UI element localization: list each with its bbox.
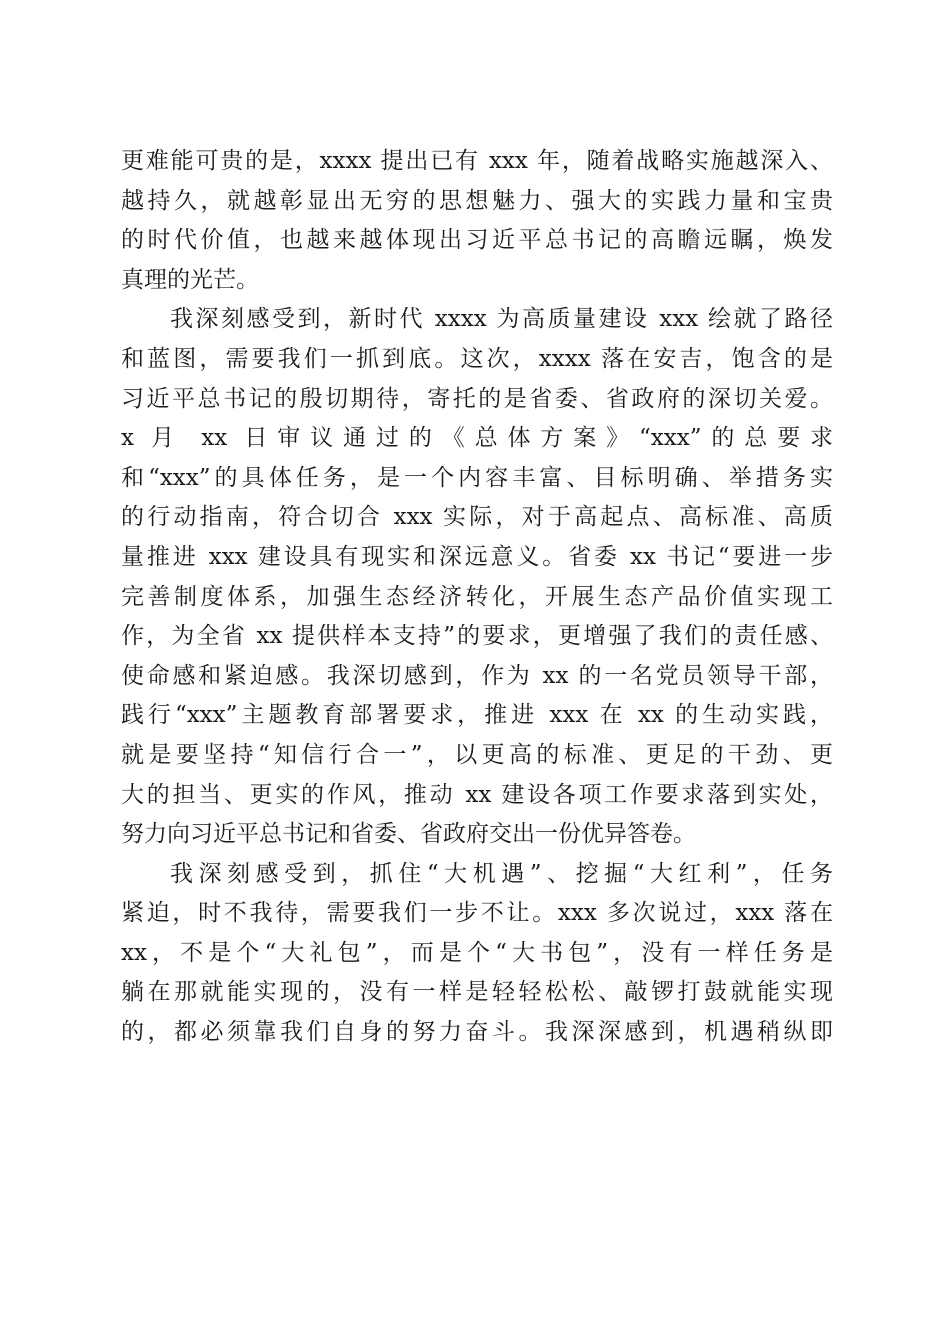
text-line: 完善制度体系，加强生态经济转化，开展生态产品价值实现工 bbox=[121, 583, 833, 610]
text-line: 更难能可贵的是，xxxx 提出已有 xxx 年，随着战略实施越深入、 bbox=[121, 148, 833, 174]
text-line: 我深刻感受到，抓住“大机遇”、挖掘“大红利”，任务 bbox=[170, 860, 833, 887]
text-line: 使命感和紧迫感。我深切感到，作为 xx 的一名党员领导干部， bbox=[121, 662, 833, 689]
text-line: 和“xxx”的具体任务，是一个内容丰富、目标明确、举措务实 bbox=[121, 464, 833, 491]
document-body bbox=[121, 142, 833, 1053]
text-line: 量推进 xxx 建设具有现实和深远意义。省委 xx 书记“要进一步 bbox=[121, 543, 833, 570]
text-line: 我深刻感受到，新时代 xxxx 为高质量建设 xxx 绘就了路径 bbox=[170, 306, 833, 333]
text-line: 越持久，就越彰显出无穷的思想魅力、强大的实践力量和宝贵 bbox=[121, 187, 833, 214]
text-line: 践行“xxx”主题教育部署要求，推进 xxx 在 xx 的生动实践， bbox=[121, 702, 833, 729]
text-line: xx，不是个“大礼包”，而是个“大书包”，没有一样任务是 bbox=[121, 939, 833, 966]
text-line: 真理的光芒。 bbox=[121, 266, 259, 293]
text-line: x 月 xx 日审议通过的《总体方案》“xxx”的总要求 bbox=[121, 425, 833, 452]
text-line: 躺在那就能实现的，没有一样是轻轻松松、敲锣打鼓就能实现 bbox=[121, 979, 833, 1006]
paragraph-3 bbox=[121, 855, 833, 1053]
text-line: 的，都必须靠我们自身的努力奋斗。我深深感到，机遇稍纵即 bbox=[121, 1019, 833, 1046]
text-line: 紧迫，时不我待，需要我们一步不让。xxx 多次说过，xxx 落在 bbox=[121, 900, 833, 927]
text-line: 的时代价值，也越来越体现出习近平总书记的高瞻远瞩，焕发 bbox=[121, 227, 833, 254]
text-line: 就是要坚持“知信行合一”，以更高的标准、更足的干劲、更 bbox=[121, 741, 833, 768]
text-line: 努力向习近平总书记和省委、省政府交出一份优异答卷。 bbox=[121, 821, 696, 848]
text-line: 习近平总书记的殷切期待，寄托的是省委、省政府的深切关爱。 bbox=[121, 385, 833, 412]
paragraph-2 bbox=[121, 300, 833, 854]
text-line: 作，为全省 xx 提供样本支持”的要求，更增强了我们的责任感、 bbox=[121, 623, 833, 650]
text-line: 和蓝图，需要我们一抓到底。这次，xxxx 落在安吉，饱含的是 bbox=[121, 345, 833, 372]
paragraph-1 bbox=[121, 142, 833, 300]
text-line: 大的担当、更实的作风，推动 xx 建设各项工作要求落到实处， bbox=[121, 781, 833, 808]
text-line: 的行动指南，符合切合 xxx 实际，对于高起点、高标准、高质 bbox=[121, 504, 833, 531]
